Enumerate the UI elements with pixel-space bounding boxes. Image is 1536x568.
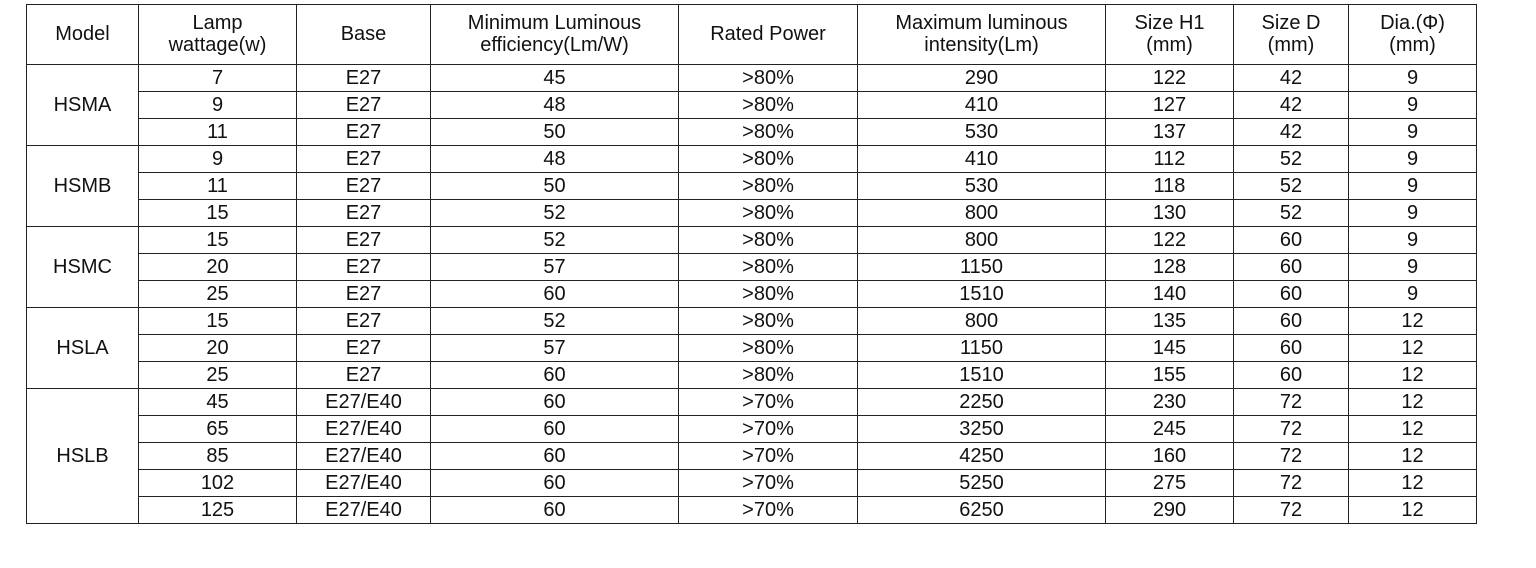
max-luminous-intensity-cell: 1510	[858, 362, 1106, 389]
lamp-wattage-cell: 125	[139, 497, 297, 524]
size-d-cell: 60	[1234, 254, 1349, 281]
table-row	[27, 65, 1477, 92]
min-luminous-efficiency-cell: 52	[431, 227, 679, 254]
max-luminous-intensity-cell: 800	[858, 308, 1106, 335]
size-h1-cell: 137	[1106, 119, 1234, 146]
base-cell: E27/E40	[297, 497, 431, 524]
rated-power-cell: >80%	[679, 227, 858, 254]
size-d-cell: 52	[1234, 146, 1349, 173]
size-h1-cell: 160	[1106, 443, 1234, 470]
size-h1-cell: 118	[1106, 173, 1234, 200]
size-d-cell: 60	[1234, 362, 1349, 389]
size-d-cell: 60	[1234, 281, 1349, 308]
header-size-d: Size D (mm)	[1234, 5, 1349, 65]
model-name-cell: HSMA	[27, 65, 139, 146]
lamp-wattage-cell: 15	[139, 200, 297, 227]
max-luminous-intensity-cell: 530	[858, 119, 1106, 146]
min-luminous-efficiency-cell: 60	[431, 443, 679, 470]
diameter-cell: 12	[1349, 335, 1477, 362]
size-d-cell: 52	[1234, 173, 1349, 200]
table-row	[27, 389, 1477, 416]
min-luminous-efficiency-cell: 48	[431, 92, 679, 119]
rated-power-cell: >80%	[679, 200, 858, 227]
table-row	[27, 200, 1477, 227]
lamp-wattage-cell: 7	[139, 65, 297, 92]
min-luminous-efficiency-cell: 60	[431, 362, 679, 389]
min-luminous-efficiency-cell: 57	[431, 254, 679, 281]
model-name-cell: HSMB	[27, 146, 139, 227]
size-h1-cell: 122	[1106, 65, 1234, 92]
size-d-cell: 60	[1234, 335, 1349, 362]
header-max-luminous-intensity: Maximum luminous intensity(Lm)	[858, 5, 1106, 65]
lamp-wattage-cell: 9	[139, 146, 297, 173]
table-row	[27, 119, 1477, 146]
size-h1-cell: 145	[1106, 335, 1234, 362]
max-luminous-intensity-cell: 2250	[858, 389, 1106, 416]
diameter-cell: 12	[1349, 308, 1477, 335]
rated-power-cell: >80%	[679, 65, 858, 92]
header-model: Model	[27, 5, 139, 65]
size-d-cell: 60	[1234, 308, 1349, 335]
model-name-cell: HSLB	[27, 389, 139, 524]
base-cell: E27	[297, 308, 431, 335]
table-row	[27, 254, 1477, 281]
table-row	[27, 146, 1477, 173]
lamp-wattage-cell: 25	[139, 362, 297, 389]
lamp-wattage-cell: 11	[139, 173, 297, 200]
lamp-wattage-cell: 25	[139, 281, 297, 308]
size-d-cell: 72	[1234, 443, 1349, 470]
header-row	[27, 5, 1477, 65]
base-cell: E27	[297, 119, 431, 146]
min-luminous-efficiency-cell: 57	[431, 335, 679, 362]
header-base: Base	[297, 5, 431, 65]
rated-power-cell: >80%	[679, 281, 858, 308]
size-h1-cell: 230	[1106, 389, 1234, 416]
lamp-wattage-cell: 15	[139, 227, 297, 254]
header-lamp-wattage: Lamp wattage(w)	[139, 5, 297, 65]
rated-power-cell: >80%	[679, 308, 858, 335]
base-cell: E27/E40	[297, 416, 431, 443]
max-luminous-intensity-cell: 410	[858, 146, 1106, 173]
lamp-wattage-cell: 45	[139, 389, 297, 416]
size-d-cell: 72	[1234, 470, 1349, 497]
size-h1-cell: 140	[1106, 281, 1234, 308]
table-row	[27, 92, 1477, 119]
header-min-luminous-efficiency: Minimum Luminous efficiency(Lm/W)	[431, 5, 679, 65]
rated-power-cell: >70%	[679, 470, 858, 497]
size-h1-cell: 122	[1106, 227, 1234, 254]
max-luminous-intensity-cell: 1150	[858, 335, 1106, 362]
base-cell: E27	[297, 146, 431, 173]
base-cell: E27	[297, 335, 431, 362]
base-cell: E27	[297, 254, 431, 281]
rated-power-cell: >70%	[679, 389, 858, 416]
min-luminous-efficiency-cell: 60	[431, 416, 679, 443]
max-luminous-intensity-cell: 800	[858, 227, 1106, 254]
diameter-cell: 9	[1349, 200, 1477, 227]
lamp-wattage-cell: 9	[139, 92, 297, 119]
table-row	[27, 335, 1477, 362]
lamp-wattage-cell: 85	[139, 443, 297, 470]
diameter-cell: 12	[1349, 470, 1477, 497]
size-h1-cell: 290	[1106, 497, 1234, 524]
header-rated-power: Rated Power	[679, 5, 858, 65]
max-luminous-intensity-cell: 1510	[858, 281, 1106, 308]
max-luminous-intensity-cell: 5250	[858, 470, 1106, 497]
diameter-cell: 9	[1349, 146, 1477, 173]
lamp-wattage-cell: 102	[139, 470, 297, 497]
table-row	[27, 227, 1477, 254]
rated-power-cell: >80%	[679, 146, 858, 173]
base-cell: E27	[297, 362, 431, 389]
diameter-cell: 9	[1349, 119, 1477, 146]
min-luminous-efficiency-cell: 60	[431, 497, 679, 524]
lamp-wattage-cell: 20	[139, 335, 297, 362]
diameter-cell: 9	[1349, 173, 1477, 200]
model-name-cell: HSMC	[27, 227, 139, 308]
rated-power-cell: >80%	[679, 254, 858, 281]
min-luminous-efficiency-cell: 50	[431, 119, 679, 146]
size-d-cell: 72	[1234, 416, 1349, 443]
min-luminous-efficiency-cell: 52	[431, 308, 679, 335]
table-body	[27, 65, 1477, 524]
table-header	[27, 5, 1477, 65]
min-luminous-efficiency-cell: 52	[431, 200, 679, 227]
lamp-wattage-cell: 65	[139, 416, 297, 443]
size-h1-cell: 128	[1106, 254, 1234, 281]
table-row	[27, 416, 1477, 443]
header-diameter: Dia.(Φ) (mm)	[1349, 5, 1477, 65]
max-luminous-intensity-cell: 6250	[858, 497, 1106, 524]
diameter-cell: 12	[1349, 497, 1477, 524]
base-cell: E27	[297, 227, 431, 254]
min-luminous-efficiency-cell: 48	[431, 146, 679, 173]
rated-power-cell: >70%	[679, 443, 858, 470]
base-cell: E27	[297, 173, 431, 200]
rated-power-cell: >70%	[679, 497, 858, 524]
lamp-wattage-cell: 11	[139, 119, 297, 146]
table-row	[27, 443, 1477, 470]
header-size-h1: Size H1 (mm)	[1106, 5, 1234, 65]
size-h1-cell: 245	[1106, 416, 1234, 443]
size-d-cell: 42	[1234, 65, 1349, 92]
table-row	[27, 308, 1477, 335]
size-d-cell: 60	[1234, 227, 1349, 254]
table-row	[27, 173, 1477, 200]
min-luminous-efficiency-cell: 50	[431, 173, 679, 200]
diameter-cell: 9	[1349, 254, 1477, 281]
size-h1-cell: 112	[1106, 146, 1234, 173]
diameter-cell: 9	[1349, 92, 1477, 119]
rated-power-cell: >80%	[679, 335, 858, 362]
rated-power-cell: >80%	[679, 173, 858, 200]
diameter-cell: 12	[1349, 389, 1477, 416]
table-row	[27, 470, 1477, 497]
min-luminous-efficiency-cell: 60	[431, 470, 679, 497]
diameter-cell: 12	[1349, 416, 1477, 443]
min-luminous-efficiency-cell: 45	[431, 65, 679, 92]
size-d-cell: 72	[1234, 497, 1349, 524]
diameter-cell: 9	[1349, 281, 1477, 308]
size-h1-cell: 135	[1106, 308, 1234, 335]
max-luminous-intensity-cell: 410	[858, 92, 1106, 119]
base-cell: E27/E40	[297, 389, 431, 416]
size-h1-cell: 130	[1106, 200, 1234, 227]
base-cell: E27/E40	[297, 443, 431, 470]
size-d-cell: 72	[1234, 389, 1349, 416]
table-row	[27, 362, 1477, 389]
max-luminous-intensity-cell: 530	[858, 173, 1106, 200]
min-luminous-efficiency-cell: 60	[431, 281, 679, 308]
size-d-cell: 52	[1234, 200, 1349, 227]
lamp-specification-table	[26, 4, 1477, 524]
rated-power-cell: >80%	[679, 362, 858, 389]
diameter-cell: 12	[1349, 362, 1477, 389]
table-row	[27, 497, 1477, 524]
max-luminous-intensity-cell: 290	[858, 65, 1106, 92]
max-luminous-intensity-cell: 4250	[858, 443, 1106, 470]
size-d-cell: 42	[1234, 119, 1349, 146]
max-luminous-intensity-cell: 3250	[858, 416, 1106, 443]
base-cell: E27	[297, 200, 431, 227]
min-luminous-efficiency-cell: 60	[431, 389, 679, 416]
rated-power-cell: >80%	[679, 92, 858, 119]
base-cell: E27/E40	[297, 470, 431, 497]
size-d-cell: 42	[1234, 92, 1349, 119]
size-h1-cell: 155	[1106, 362, 1234, 389]
diameter-cell: 9	[1349, 227, 1477, 254]
table-row	[27, 281, 1477, 308]
size-h1-cell: 127	[1106, 92, 1234, 119]
base-cell: E27	[297, 92, 431, 119]
model-name-cell: HSLA	[27, 308, 139, 389]
base-cell: E27	[297, 65, 431, 92]
diameter-cell: 12	[1349, 443, 1477, 470]
max-luminous-intensity-cell: 800	[858, 200, 1106, 227]
lamp-wattage-cell: 20	[139, 254, 297, 281]
rated-power-cell: >80%	[679, 119, 858, 146]
max-luminous-intensity-cell: 1150	[858, 254, 1106, 281]
lamp-wattage-cell: 15	[139, 308, 297, 335]
rated-power-cell: >70%	[679, 416, 858, 443]
base-cell: E27	[297, 281, 431, 308]
size-h1-cell: 275	[1106, 470, 1234, 497]
diameter-cell: 9	[1349, 65, 1477, 92]
